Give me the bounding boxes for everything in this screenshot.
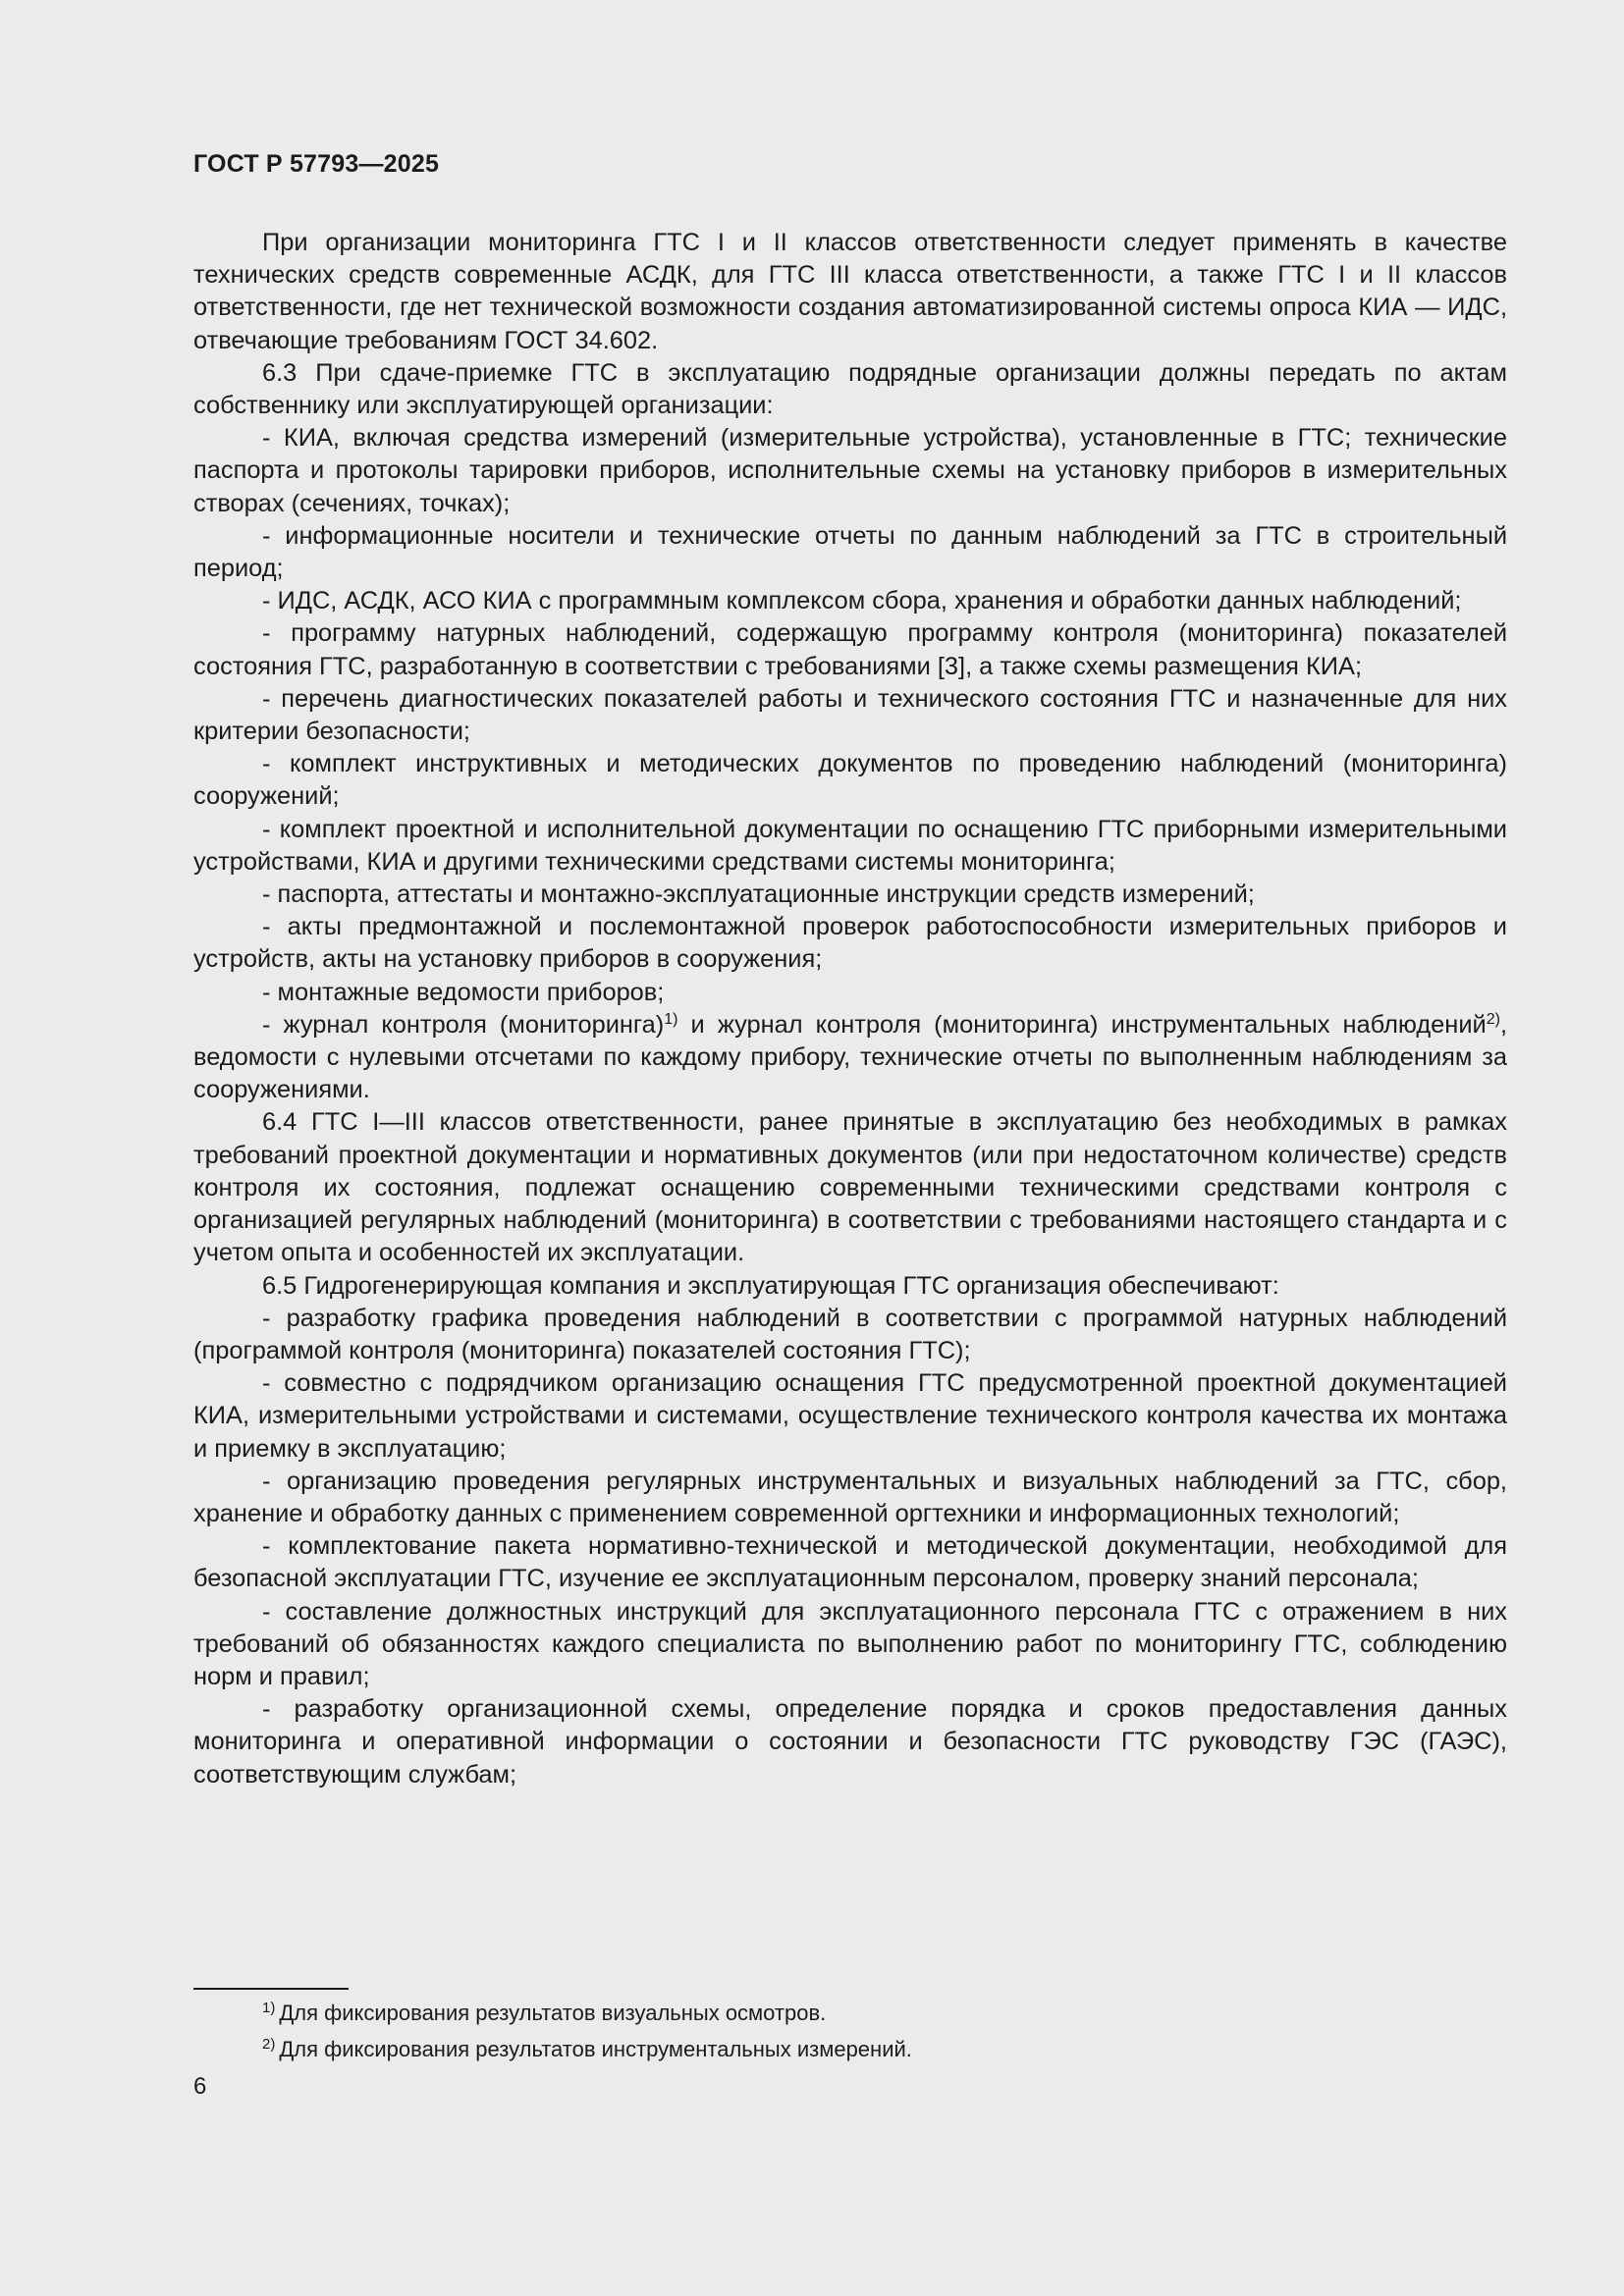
list-item: - информационные носители и технические отчеты по данным наблюдений за ГТС в строительный период;	[193, 521, 1507, 583]
page-number: 6	[193, 2073, 207, 2100]
list-item: - перечень диагностических показателей работы и технического состояния ГТС и назначенные для них критерии безопасности;	[193, 684, 1507, 746]
clause-6-5: 6.5 Гидрогенерирующая компания и эксплуатирующая ГТС организация обеспечивают:	[262, 1271, 1279, 1300]
list-item: - программу натурных наблюдений, содержащую программу контроля (мониторинга) показателей состояния ГТС, разработанную в соответствии с требованиями [3], а также схемы размещения КИА;	[193, 619, 1507, 680]
list-item: - КИА, включая средства измерений (измерительные устройства), установленные в ГТС; технические паспорта и протоколы тарировки приборов, исполнительные схемы на установку приборов в измерительных створах (сечениях, точках);	[193, 424, 1507, 517]
footnote-mark-2: 2)	[262, 2036, 276, 2053]
list-item: - совместно с подрядчиком организацию оснащения ГТС предусмотренной проектной документацией КИА, измерительными устройствами и системами, осуществление технического контроля качества их монтажа и приемку в эксплуатацию;	[193, 1369, 1507, 1463]
list-item-journal	[193, 1009, 1507, 1107]
list-item: - разработку графика проведения наблюдений в соответствии с программой натурных наблюдений (программой контроля (мониторинга) показателей состояния ГТС);	[193, 1304, 1507, 1364]
list-item: - комплект проектной и исполнительной документации по оснащению ГТС приборными измерительными устройствами, КИА и другими техническими средствами системы мониторинга;	[193, 815, 1507, 876]
list-item: - разработку организационной схемы, определение порядка и сроков предоставления данных мониторинга и оперативной информации о состоянии и безопасности ГТС руководству ГЭС (ГАЭС), соответствующим службам;	[193, 1695, 1507, 1789]
footnote-text-1: Для фиксирования результатов визуальных осмотров.	[279, 2001, 827, 2025]
list-item: - комплектование пакета нормативно-технической и методической документации, необходимой для безопасной эксплуатации ГТС, изучение ее эксплуатационным персоналом, проверку знаний персонала;	[193, 1532, 1507, 1593]
journal-text-1: - журнал контроля (мониторинга)	[262, 1010, 665, 1039]
journal-text-3: , ведомости с нулевыми отсчетами по каждому прибору, технические отчеты по выполненным наблюдениям за сооружениями.	[193, 1010, 1507, 1104]
footnote-ref-1: 1)	[664, 1010, 678, 1028]
footnote-2	[193, 2031, 1507, 2067]
body-text	[193, 227, 1507, 1791]
footnote-divider	[193, 1988, 349, 1990]
list-item: - ИДС, АСДК, АСО КИА с программным комплексом сбора, хранения и обработки данных наблюдений;	[262, 587, 1462, 615]
footnote-text-2: Для фиксирования результатов инструментальных измерений.	[279, 2037, 912, 2061]
footnote-mark-1: 1)	[262, 2000, 276, 2016]
list-item: - комплект инструктивных и методических документов по проведению наблюдений (мониторинга) сооружений;	[193, 750, 1507, 811]
list-item: - монтажные ведомости приборов;	[262, 978, 665, 1006]
journal-text-2: и журнал контроля (мониторинга) инструментальных наблюдений	[677, 1010, 1487, 1039]
document-header: ГОСТ Р 57793—2025	[193, 150, 440, 178]
footnote-ref-2: 2)	[1486, 1010, 1500, 1028]
paragraph: При организации мониторинга ГТС I и II классов ответственности следует применять в качестве технических средств современные АСДК, для ГТС III класса ответственности, а также ГТС I и II классов ответственности, где нет технической возможности создания автоматизированной системы опроса КИА — ИДС, отвечающие требованиям ГОСТ 34.602.	[193, 229, 1507, 354]
list-item: - составление должностных инструкций для эксплуатационного персонала ГТС с отражением в них требований об обязанностях каждого специалиста по выполнению работ по мониторингу ГТС, соблюдению норм и правил;	[193, 1597, 1507, 1690]
list-item: - акты предмонтажной и послемонтажной проверок работоспособности измерительных приборов и устройств, акты на установку приборов в сооружения;	[193, 913, 1507, 974]
clause-6-4: 6.4 ГТС I—III классов ответственности, ранее принятые в эксплуатацию без необходимых в рамках требований проектной документации и нормативных документов (или при недостаточном количестве) средств контроля их состояния, подлежат оснащению современными техническими средствами контроля с организацией регулярных наблюдений (мониторинга) в соответствии с требованиями настоящего стандарта и с учетом опыта и особенностей их эксплуатации.	[193, 1108, 1507, 1267]
clause-6-3: 6.3 При сдаче-приемке ГТС в эксплуатацию подрядные организации должны передать по актам собственнику или эксплуатирующей организации:	[193, 358, 1507, 420]
footnotes	[193, 1995, 1507, 2067]
list-item: - организацию проведения регулярных инструментальных и визуальных наблюдений за ГТС, сбор, хранение и обработку данных с применением современной оргтехники и информационных технологий;	[193, 1467, 1507, 1527]
list-item: - паспорта, аттестаты и монтажно-эксплуатационные инструкции средств измерений;	[262, 881, 1255, 909]
footnote-1	[193, 1995, 1507, 2031]
